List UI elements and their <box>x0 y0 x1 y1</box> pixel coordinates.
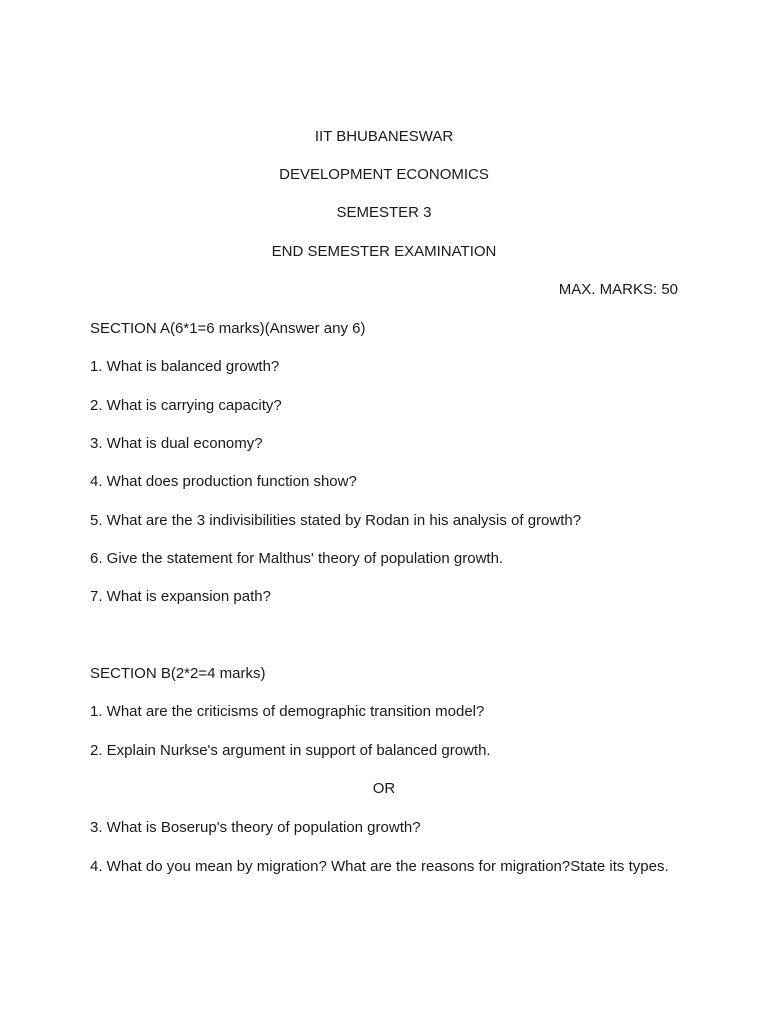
section-b-question: 1. What are the criticisms of demographic transition model? <box>90 703 485 720</box>
section-b-question: 2. Explain Nurkse's argument in support of balanced growth. <box>90 742 491 759</box>
section-b-question: 4. What do you mean by migration? What are the reasons for migration?State its types. <box>90 858 669 875</box>
section-a-question: 4. What does production function show? <box>90 473 357 490</box>
course-title: DEVELOPMENT ECONOMICS <box>279 166 489 183</box>
section-a-question: 2. What is carrying capacity? <box>90 397 282 414</box>
section-a-question: 5. What are the 3 indivisibilities stated by Rodan in his analysis of growth? <box>90 512 582 529</box>
exam-title: END SEMESTER EXAMINATION <box>271 243 497 260</box>
section-b-question: 3. What is Boserup's theory of population growth? <box>90 819 421 836</box>
section-a-question: 3. What is dual economy? <box>90 435 263 452</box>
section-a-question: 7. What is expansion path? <box>90 588 271 605</box>
institute-title: IIT BHUBANESWAR <box>314 128 454 145</box>
max-marks: MAX. MARKS: 50 <box>558 281 678 298</box>
section-a-question: 6. Give the statement for Malthus' theory of population growth. <box>90 550 504 567</box>
section-a-question: 1. What is balanced growth? <box>90 358 280 375</box>
section-b-heading: SECTION B(2*2=4 marks) <box>90 665 266 682</box>
or-separator: OR <box>372 780 396 797</box>
semester-label: SEMESTER 3 <box>336 204 432 221</box>
section-a-heading: SECTION A(6*1=6 marks)(Answer any 6) <box>90 320 366 337</box>
